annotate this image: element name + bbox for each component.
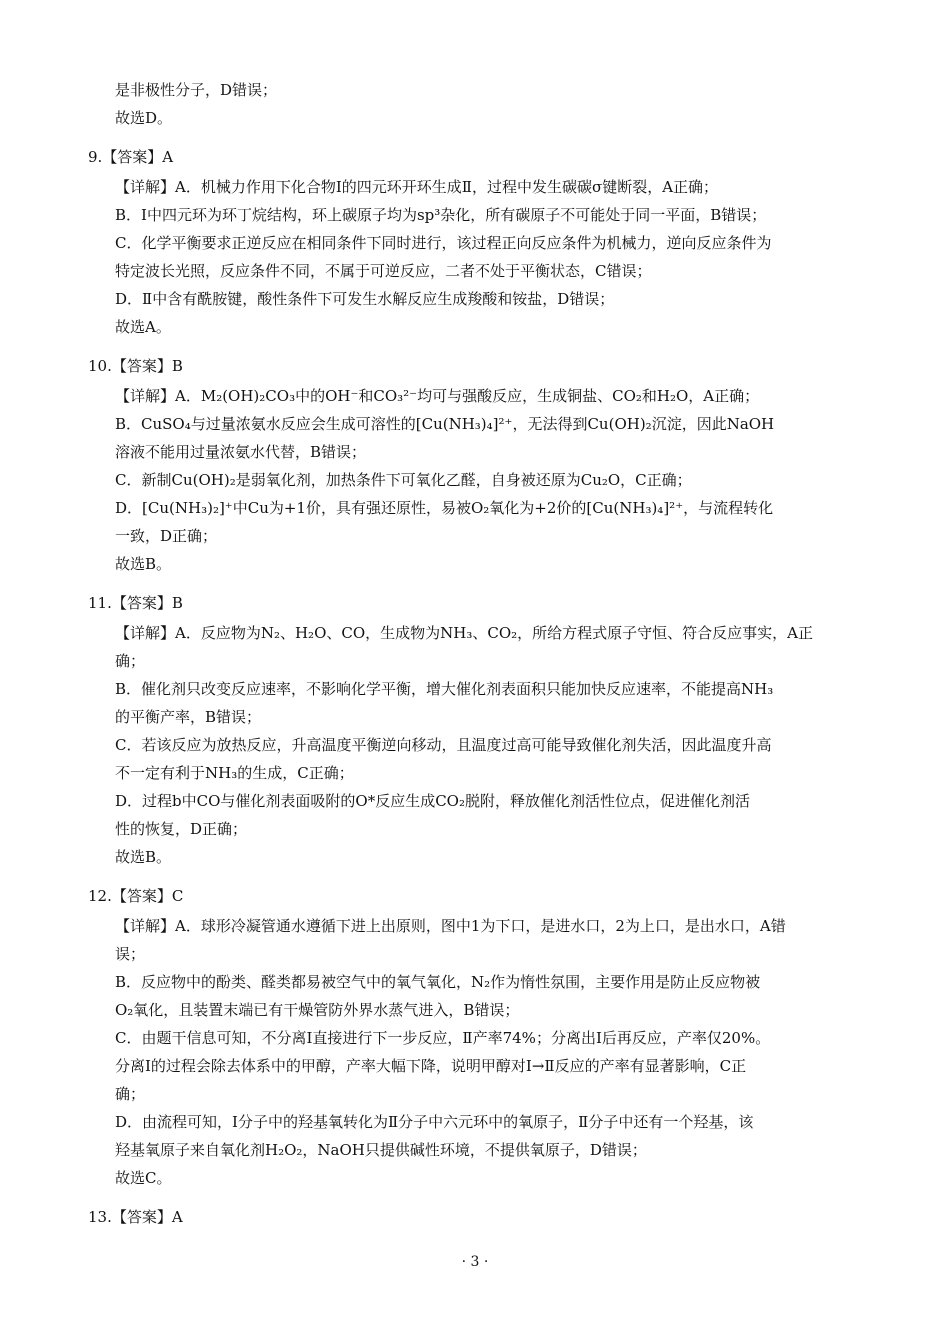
text-line: 是非极性分子，D错误； [115, 81, 278, 99]
text-line: 特定波长光照，反应条件不同，不属于可逆反应，二者不处于平衡状态，C错误； [115, 262, 652, 280]
page-number: · 3 · [461, 1254, 489, 1270]
text-line: O₂氧化，且装置末端已有干燥管防外界水蒸气进入，B错误； [115, 1001, 520, 1019]
question-header: 12.【答案】C [88, 887, 184, 905]
text-line: C．新制Cu(OH)₂是弱氧化剂，加热条件下可氧化乙醛，自身被还原为Cu₂O，C正确； [115, 471, 692, 489]
text-line: 性的恢复，D正确； [115, 820, 248, 838]
text-line: 故选D。 [115, 109, 173, 127]
text-line: 一致，D正确； [115, 527, 218, 545]
text-line: 故选C。 [115, 1169, 172, 1187]
text-line: D．由流程可知，Ⅰ分子中的羟基氧转化为Ⅱ分子中六元环中的氧原子，Ⅱ分子中还有一个羟基，该 [115, 1113, 754, 1131]
text-line: 羟基氧原子来自氧化剂H₂O₂，NaOH只提供碱性环境，不提供氧原子，D错误； [115, 1141, 647, 1159]
text-line: 分离Ⅰ的过程会除去体系中的甲醇，产率大幅下降，说明甲醇对Ⅰ→Ⅱ反应的产率有显著影响，C正 [115, 1057, 747, 1075]
question-header: 11.【答案】B [88, 594, 183, 612]
text-line: 的平衡产率，B错误； [115, 708, 262, 726]
text-line: D．过程b中CO与催化剂表面吸附的O*反应生成CO₂脱附，释放催化剂活性位点，促进催化剂活 [115, 792, 750, 810]
text-line: C．化学平衡要求正逆反应在相同条件下同时进行，该过程正向反应条件为机械力，逆向反应条件为 [115, 234, 772, 252]
text-line: B．反应物中的酚类、醛类都易被空气中的氧气氧化，N₂作为惰性氛围，主要作用是防止反应物被 [115, 973, 761, 991]
text-line: 【详解】A．反应物为N₂、H₂O、CO，生成物为NH₃、CO₂，所给方程式原子守恒、符合反应事实，A正 [115, 624, 813, 642]
text-line: 故选B。 [115, 555, 172, 573]
text-line: 【详解】A．球形冷凝管通水遵循下进上出原则，图中1为下口，是进水口，2为上口，是出水口，A错 [115, 917, 786, 935]
question-header: 9.【答案】A [88, 148, 174, 166]
text-line: 【详解】A．M₂(OH)₂CO₃中的OH⁻和CO₃²⁻均可与强酸反应，生成铜盐、CO₂和H₂O，A正确； [115, 387, 760, 405]
text-line: 确； [115, 652, 146, 670]
text-line: D．Ⅱ中含有酰胺键，酸性条件下可发生水解反应生成羧酸和铵盐，D错误； [115, 290, 615, 308]
text-line: 故选A。 [115, 318, 171, 336]
text-line: 不一定有利于NH₃的生成，C正确； [115, 764, 354, 782]
question-header: 13.【答案】A [88, 1208, 183, 1226]
text-line: 【详解】A．机械力作用下化合物Ⅰ的四元环开环生成Ⅱ，过程中发生碳碳σ键断裂，A正确； [115, 178, 719, 196]
text-line: C．若该反应为放热反应，升高温度平衡逆向移动，且温度过高可能导致催化剂失活，因此温度升高 [115, 736, 772, 754]
text-line: B．催化剂只改变反应速率，不影响化学平衡，增大催化剂表面积只能加快反应速率，不能提高NH₃ [115, 680, 774, 698]
text-line: 确； [115, 1085, 146, 1103]
text-line: C．由题干信息可知，不分离Ⅰ直接进行下一步反应，Ⅱ产率74%；分离出Ⅰ后再反应，产率仅20%。 [115, 1029, 771, 1047]
text-line: 误； [115, 945, 146, 963]
text-line: 溶液不能用过量浓氨水代替，B错误； [115, 443, 367, 461]
question-header: 10.【答案】B [88, 357, 183, 375]
text-line: B．CuSO₄与过量浓氨水反应会生成可溶性的[Cu(NH₃)₄]²⁺，无法得到Cu(OH)₂沉淀，因此NaOH [115, 415, 775, 433]
text-line: 故选B。 [115, 848, 172, 866]
text-line: D．[Cu(NH₃)₂]⁺中Cu为+1价，具有强还原性，易被O₂氧化为+2价的[Cu(NH₃)₄]²⁺，与流程转化 [115, 499, 774, 517]
text-line: B．Ⅰ中四元环为环丁烷结构，环上碳原子均为sp³杂化，所有碳原子不可能处于同一平面，B错误； [115, 206, 767, 224]
